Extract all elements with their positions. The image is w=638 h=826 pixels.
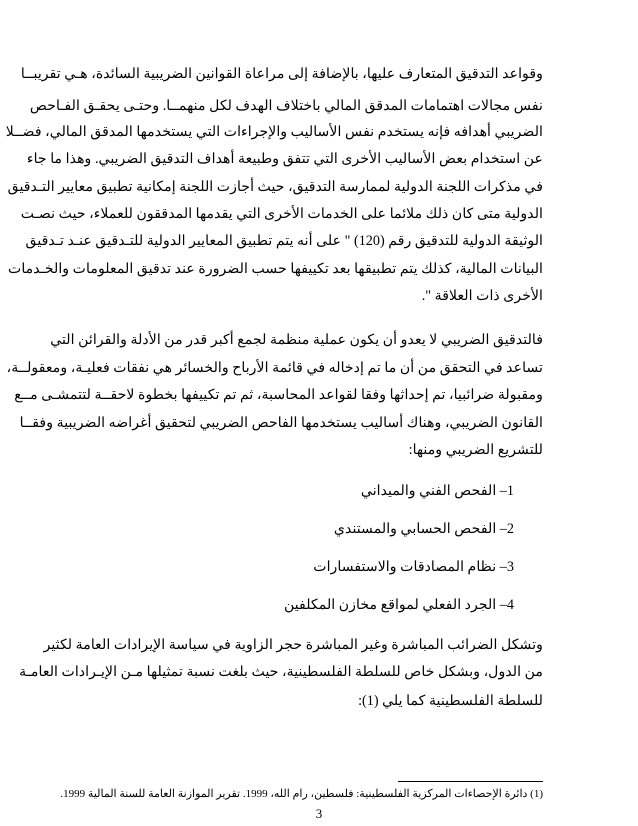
paragraph-1-line-3: الضريبي أهدافه فإنه يستخدم نفس الأساليب والإجراءات التي يستخدمها المدقق المالي، فضــلا	[5, 124, 543, 140]
paragraph-2-line-5: للتشريع الضريبي ومنها:	[408, 442, 543, 458]
paragraph-3-line-1: وتشكل الضرائب المباشرة وغير المباشرة حجر الزاوية في سياسة الإيرادات العامة لكثير	[43, 637, 543, 653]
paragraph-1-line-5: في مذكرات اللجنة الدولية لممارسة التدقيق، حيث أجازت اللجنة إمكانية تطبيق معايير التـدقيق	[7, 179, 543, 195]
paragraph-1-line-8: البيانات المالية، كذلك يتم تطبيقها بعد تكييفها حسب الضرورة عند تدقيق المعلومات والخـدمات	[7, 261, 543, 277]
paragraph-1-line-1: وقواعد التدقيق المتعارف عليها، بالإضافة إلى مراعاة القوانين الضريبية السائدة، هـي تقريبــا	[20, 66, 543, 82]
paragraph-1-line-9: الأخرى ذات العلاقة ".	[421, 288, 543, 304]
paragraph-2-line-2: تساعد في التحقق من أن ما تم إدخاله في قائمة الأرباح والخسائر هي نفقات فعليـة، ومعقولــة،	[6, 360, 543, 376]
paragraph-3-line-2: من الدول، وبشكل خاص للسلطة الفلسطينية، حيث بلغت نسبة تمثيلها مـن الإيـرادات العامـة	[19, 664, 543, 680]
paragraph-1-line-7: الوثيقة الدولية للتدقيق رقم (120) " على أنه يتم تطبيق المعايير الدولية للتـدقيق عنـد تـدقيق	[25, 233, 543, 249]
paragraph-1-line-6: الدولية متى كان ذلك ملائما على الخدمات الأخرى التي يقدمها المدققون للعملاء، حيث نصـت	[20, 206, 543, 222]
list-item-3: 3– نظام المصادقات والاستفسارات	[313, 559, 514, 575]
paragraph-1-line-2: نفس مجالات اهتمامات المدقق المالي باختلاف الهدف لكل منهمــا. وحتـى يحقـق الفـاحص	[29, 98, 543, 114]
paragraph-2-line-4: القانون الضريبي، وهناك أساليب يستخدمها الفاحص الضريبي لتحقيق أغراضه الضريبية وفقــا	[19, 415, 543, 431]
list-item-4: 4– الجرد الفعلي لمواقع مخازن المكلفين	[283, 597, 514, 613]
list-item-1: 1– الفحص الفني والميداني	[360, 483, 514, 499]
paragraph-2-line-1: فالتدقيق الضريبي لا يعدو أن يكون عملية منظمة لجمع أكبر قدر من الأدلة والقرائن التي	[50, 332, 543, 348]
footnote: (1) دائرة الإحصاءات المركزية الفلسطينية: فلسطين، رام الله، 1999. تقرير الموازنة العامة للسنة المالية 1999.	[60, 788, 543, 800]
list-item-2: 2– الفحص الحسابي والمستندي	[333, 521, 514, 537]
paragraph-2-line-3: ومقبولة ضرائبيا، تم إحداثها وفقا لقواعد المحاسبة، ثم تم تكييفها بخطوة لاحقــة لتتمشـى مــع	[14, 387, 543, 403]
page-number: 3	[315, 806, 323, 821]
paragraph-3-line-3: للسلطة الفلسطينية كما يلي (1):	[358, 693, 543, 709]
paragraph-1-line-4: عن استخدام بعض الأساليب الأخرى التي تتفق وطبيعة أهداف التدقيق الضريبي. وهذا ما جاء	[26, 151, 543, 167]
footnote-divider	[398, 781, 543, 782]
